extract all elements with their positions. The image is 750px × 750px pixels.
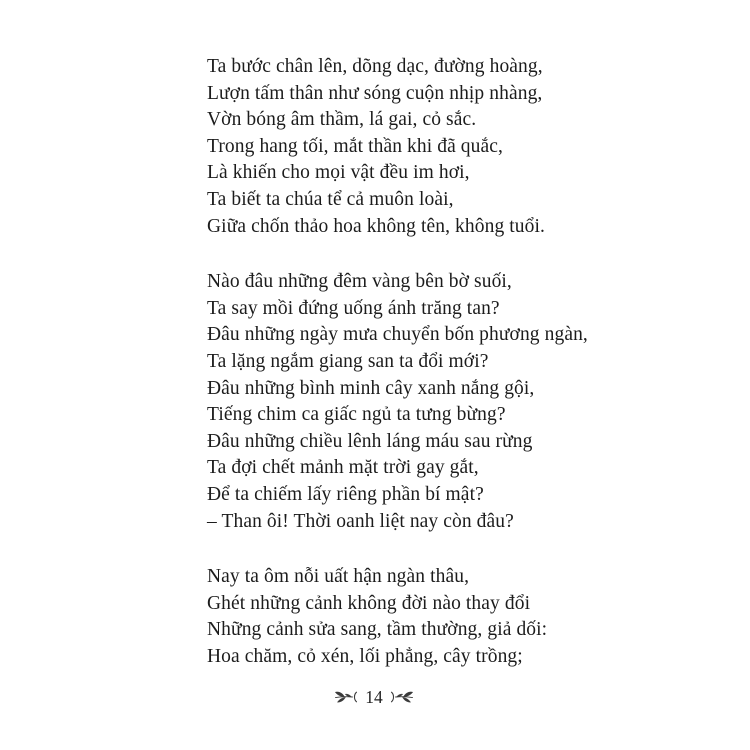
page-number: 14 (365, 687, 383, 707)
poem-line: Ta đợi chết mảnh mặt trời gay gắt, (207, 457, 479, 479)
poem-line: – Than ôi! Thời oanh liệt nay còn đâu? (207, 510, 514, 532)
stanza (207, 54, 588, 240)
poem-line: Đâu những bình minh cây xanh nắng gội, (207, 377, 535, 399)
page-footer (0, 688, 748, 707)
poem-line: Những cảnh sửa sang, tầm thường, giả dối: (207, 619, 548, 641)
stanza (207, 564, 588, 670)
poem-line: Là khiến cho mọi vật đều im hơi, (207, 162, 470, 184)
poem (207, 54, 588, 699)
poem-line: Trong hang tối, mắt thần khi đã quắc, (207, 135, 503, 157)
poem-line: Ta bước chân lên, dõng dạc, đường hoàng, (207, 56, 543, 77)
poem-line: Ta biết ta chúa tể cả muôn loài, (207, 188, 454, 210)
poem-line: Tiếng chim ca giấc ngủ ta tưng bừng? (207, 404, 506, 426)
fleuron-right-icon (390, 690, 414, 704)
poem-line: Đâu những ngày mưa chuyển bốn phương ngàn, (207, 324, 588, 346)
poem-line: Hoa chăm, cỏ xén, lối phẳng, cây trồng; (207, 645, 523, 667)
poem-line: Lượn tấm thân như sóng cuộn nhịp nhàng, (207, 82, 543, 104)
stanza (207, 269, 588, 535)
poem-line: Ta lặng ngắm giang san ta đổi mới? (207, 350, 489, 372)
poem-line: Nay ta ôm nỗi uất hận ngàn thâu, (207, 566, 470, 588)
poem-line: Giữa chốn thảo hoa không tên, không tuổi. (207, 215, 545, 237)
poem-line: Ghét những cảnh không đời nào thay đổi (207, 592, 531, 614)
poem-line: Để ta chiếm lấy riêng phần bí mật? (207, 483, 484, 505)
poem-line: Đâu những chiều lênh láng máu sau rừng (207, 430, 533, 452)
poem-line: Vờn bóng âm thầm, lá gai, cỏ sắc. (207, 109, 477, 131)
poem-line: Ta say mồi đứng uống ánh trăng tan? (207, 297, 500, 319)
fleuron-left-icon (334, 690, 358, 704)
poem-line: Nào đâu những đêm vàng bên bờ suối, (207, 271, 512, 293)
